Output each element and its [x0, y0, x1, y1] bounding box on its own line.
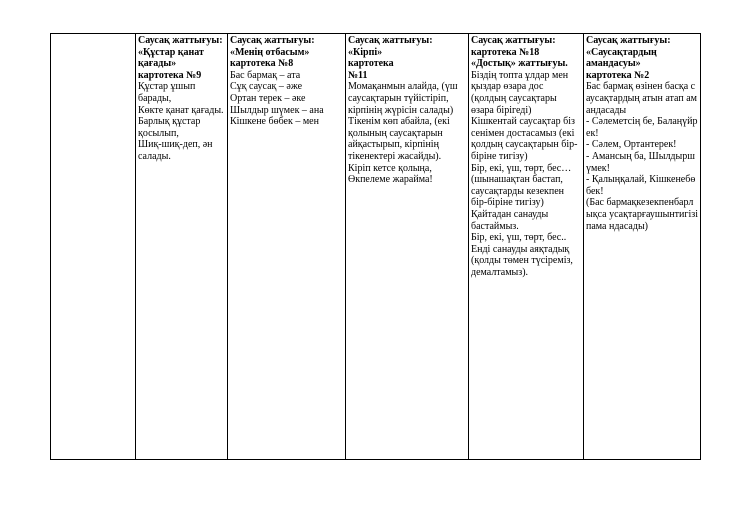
card-title: Саусақ жаттығуы: «Саусақтардың амандасуы» картотека №2 [586, 35, 671, 81]
empty-cell [51, 34, 136, 460]
card-cell-9 [136, 34, 228, 460]
card-body: Біздің топта ұлдар мен қыздар өзара дос (қолдың саусақтары өзара бірігеді) Кішкентай саусақтар біз сенімен достасамыз (екі қолдың саусақтарын бір-біріне тигізу) Бір, екі, үш, төрт, бес… (шынашақтан бастап, саусақтарды кезекпен бір-біріне тигізу) Қайтадан санауды бастаймыз. Бір, екі, үш, төрт, бес.. Енді санауды аяқтадық (қолды төмен түсіреміз, демалтамыз). [471, 69, 578, 278]
card-cell-8 [228, 34, 346, 460]
card-title: Саусақ жаттығуы: «Құстар қанат қағады» картотека №9 [138, 35, 223, 81]
card-body: Құстар ұшып барады, Көкте қанат қағады. Барлық құстар қосылып, Шиқ-шиқ-деп, ән салады. [138, 81, 224, 162]
table-row [51, 34, 701, 460]
card-cell-2 [584, 34, 701, 460]
card-title: Саусақ жаттығуы: «Менің отбасым» картотека №8 [230, 35, 315, 70]
card-body: Бас бармақ өзінен басқа саусақтардың атын атап амандасады - Сәлеметсің бе, Балаңүйрек! - Сәлем, Ортантерек! - Амансың ба, Шылдыршүмек! - Қалыңқалай, Кішкенебөбек! (Бас бармақкезекпенбарлықса усақтарғаушынтигізіпама ндасады) [586, 81, 698, 232]
card-cell-18 [469, 34, 584, 460]
card-title: Саусақ жаттығуы: «Кірпі» картотека №11 [348, 35, 433, 81]
card-body: Момақанмын алайда, (үш саусақтарын түйістіріп, кірпінің жүрісін салады) Тікенім көп абайла, (екі қолының саусақтарын айқастырып, кірпінің тікенектері жасайды). Кіріп кетсе қолыңа, Өкпелеме жарайма! [348, 81, 458, 186]
card-body: Бас бармақ – ата Сұқ саусақ – әже Ортан терек – әке Шылдыр шүмек – ана Кішкене бөбек – мен [230, 69, 324, 128]
card-title: Саусақ жаттығуы: картотека №18 «Достық» жаттығуы. [471, 35, 568, 70]
finger-exercise-table [50, 33, 701, 460]
card-cell-11 [346, 34, 469, 460]
